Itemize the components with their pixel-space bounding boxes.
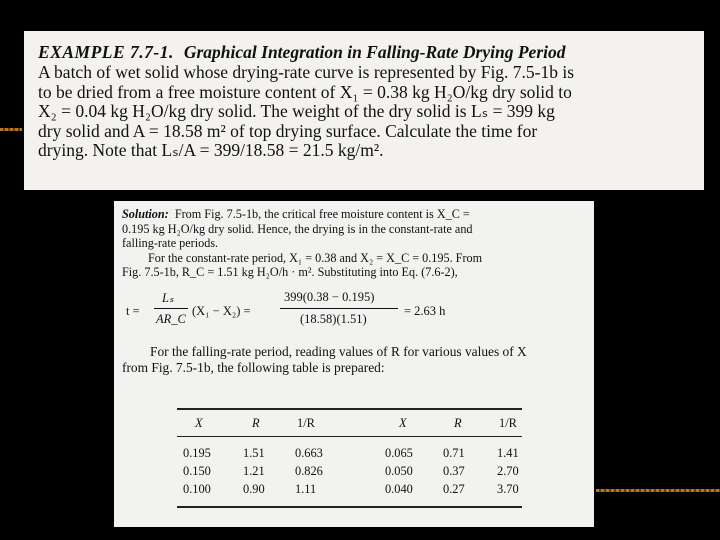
table-top-rule (177, 408, 522, 410)
table-cell: 2.70 (497, 464, 519, 478)
falling-rate-line-1: For the falling-rate period, reading values of R for various values of X (150, 343, 527, 359)
problem-title (38, 41, 692, 63)
decorative-stripe-left (0, 128, 22, 131)
table-cell: 0.663 (295, 446, 323, 460)
example-title: Graphical Integration in Falling-Rate Drying Period (183, 42, 566, 62)
example-number: EXAMPLE 7.7-1. (38, 42, 174, 62)
fraction2-bar (280, 308, 398, 309)
table-header-inv-r-1: 1/R (297, 416, 315, 430)
fraction2-numerator: 399(0.38 − 0.195) (284, 289, 375, 304)
problem-line-1: A batch of wet solid whose drying-rate curve is represented by Fig. 7.5-1b is (38, 62, 575, 82)
solution-line-1 (122, 207, 586, 222)
table-cell: 0.37 (443, 464, 465, 478)
solution-line-2: 0.195 kg H₂O/kg dry solid. Hence, the drying is in the constant-rate and (122, 221, 473, 236)
solution-line-5: Fig. 7.5-1b, R_C = 1.51 kg H₂O/h · m². Substituting into Eq. (7.6-2), (122, 265, 458, 279)
decorative-stripe-right (596, 489, 720, 492)
solution-line-1-text: From Fig. 7.5-1b, the critical free moisture content is X_C = (174, 207, 470, 221)
table-header-inv-r-2: 1/R (499, 416, 517, 430)
table-cell: 0.71 (443, 446, 465, 460)
solution-panel (114, 201, 594, 527)
falling-rate-line-2: from Fig. 7.5-1b, the following table is prepared: (122, 359, 385, 375)
equation-middle: (X₁ − X₂) = (192, 303, 251, 318)
fraction1-numerator: Lₛ (162, 290, 174, 305)
table-cell: 0.27 (443, 482, 465, 496)
table-cell: 0.040 (385, 482, 413, 496)
problem-line-5: drying. Note that Lₛ/A = 399/18.58 = 21.5 kg/m². (38, 140, 384, 160)
equation-lhs: t = (126, 303, 140, 318)
table-cell: 0.90 (243, 482, 265, 496)
solution-label: Solution: (122, 207, 169, 221)
table-bottom-rule (177, 506, 522, 508)
solution-line-4: For the constant-rate period, X₁ = 0.38 and X₂ = X_C = 0.195. From (148, 250, 483, 265)
table-cell: 1.51 (243, 446, 265, 460)
fraction2-denominator: (18.58)(1.51) (300, 311, 367, 326)
table-cell: 0.065 (385, 446, 413, 460)
problem-line-4: dry solid and A = 18.58 m² of top drying surface. Calculate the time for (38, 120, 538, 141)
table-header-x-1: X (195, 416, 203, 430)
drying-time-equation (122, 290, 586, 336)
equation-result: = 2.63 h (404, 303, 446, 318)
table-cell: 0.195 (183, 446, 211, 460)
fraction1-denominator: AR_C (156, 311, 186, 326)
solution-line-3: falling-rate periods. (122, 236, 219, 250)
table-cell: 1.41 (497, 446, 519, 460)
problem-line-2: to be dried from a free moisture content of X₁ = 0.38 kg H₂O/kg dry solid to (38, 81, 572, 102)
table-cell: 0.100 (183, 482, 211, 496)
table-cell: 1.11 (295, 482, 317, 496)
table-cell: 3.70 (497, 482, 519, 496)
table-cell: 0.050 (385, 464, 413, 478)
table-cell: 0.826 (295, 464, 323, 478)
table-header-rule (177, 436, 522, 437)
table-header-r-1: R (252, 416, 260, 430)
table-cell: 1.21 (243, 464, 265, 478)
problem-statement-panel (24, 31, 704, 190)
table-header-r-2: R (454, 416, 462, 430)
problem-line-3: X₂ = 0.04 kg H₂O/kg dry solid. The weight of the dry solid is Lₛ = 399 kg (38, 101, 555, 121)
table-header-x-2: X (399, 416, 407, 430)
table-cell: 0.150 (183, 464, 211, 478)
fraction1-bar (154, 308, 188, 309)
